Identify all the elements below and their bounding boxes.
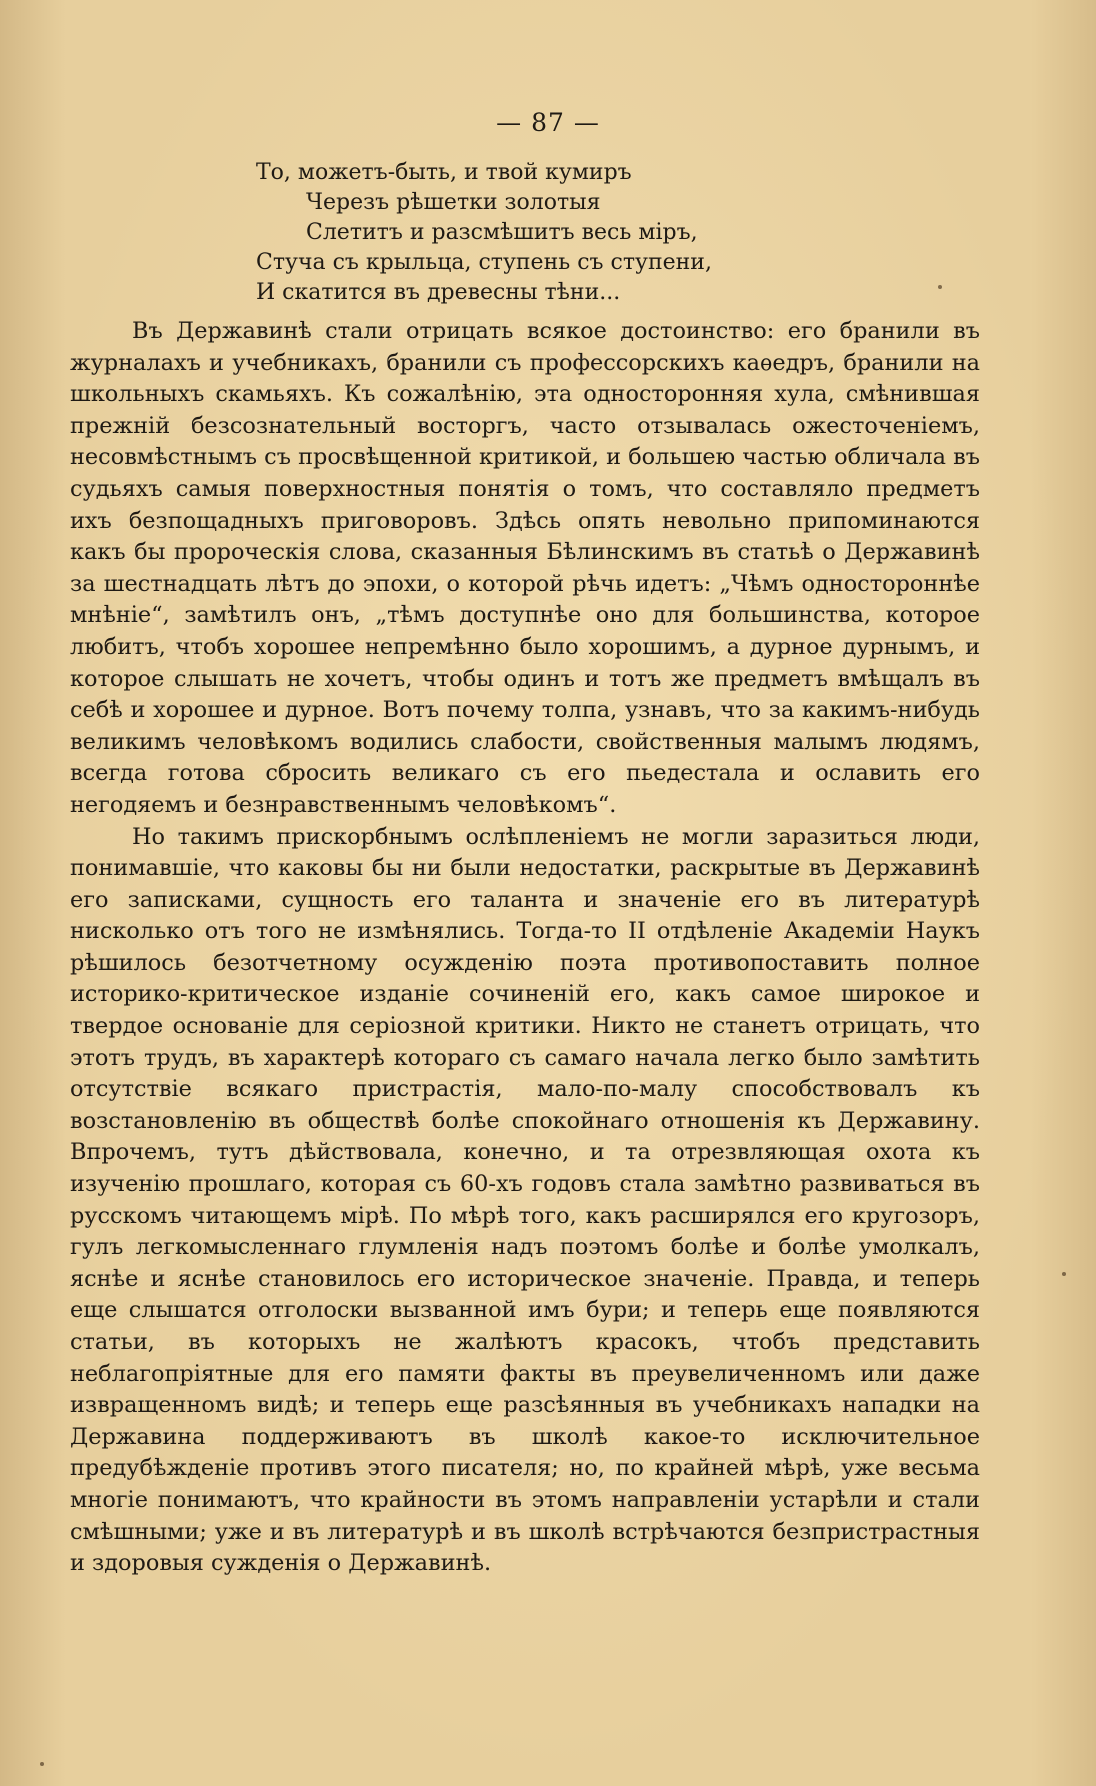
poem-line: Слетитъ и разсмѣшитъ весь міръ, — [306, 220, 698, 245]
poem-stanza — [256, 158, 712, 308]
body-text — [70, 316, 980, 1580]
page-number: — 87 — — [496, 108, 600, 137]
paper-speck — [938, 285, 942, 289]
poem-line: Черезъ рѣшетки золотыя — [306, 190, 601, 215]
paragraph: Въ Державинѣ стали отрицать всякое достоинство: его бранили въ журналахъ и учебникахъ, бранили съ профессорскихъ каѳедръ, бранили на школьныхъ скамьяхъ. Къ сожалѣнію, эта односторонняя хула, смѣнившая прежній безсознательный восторгъ, часто отзывалась ожесточеніемъ, несовмѣстнымъ съ просвѣщенной критикой, и большею частью обличала въ судьяхъ самыя поверхностныя понятія о томъ, что составляло предметъ ихъ безпощадныхъ приговоровъ. Здѣсь опять невольно припоминаются какъ бы пророческія слова, сказанныя Бѣлинскимъ въ статьѣ о Державинѣ за шестнадцать лѣтъ до эпохи, о которой рѣчь идетъ: „Чѣмъ одностороннѣе мнѣніе“, замѣтилъ онъ, „тѣмъ доступнѣе оно для большинства, которое любитъ, чтобъ хорошее непремѣнно было хорошимъ, а дурное дурнымъ, и которое слышать не хочетъ, чтобы одинъ и тотъ же предметъ вмѣщалъ въ себѣ и хорошее и дурное. Вотъ почему толпа, узнавъ, что за какимъ-нибудь великимъ человѣкомъ водились слабости, свойственныя малымъ людямъ, всегда готова сбросить великаго съ его пьедестала и ославить его негодяемъ и безнравственнымъ человѣкомъ“. — [70, 318, 980, 818]
paper-speck — [40, 1762, 44, 1766]
paper-speck — [1062, 1272, 1066, 1276]
poem-line: Стуча съ крыльца, ступень съ ступени, — [256, 250, 712, 275]
poem-line: И скатится въ древесны тѣни... — [256, 280, 621, 305]
poem-line: То, можетъ-быть, и твой кумиръ — [256, 160, 632, 185]
paragraph: Но такимъ прискорбнымъ ослѣпленіемъ не могли заразиться люди, понимавшіе, что каковы бы ни были недостатки, раскрытые въ Державинѣ его записками, сущность его таланта и значеніе его въ литературѣ нисколько отъ того не измѣнялись. Тогда-то II отдѣленіе Академіи Наукъ рѣшилось безотчетному осужденію поэта противопоставить полное историко-критическое изданіе сочиненій его, какъ самое широкое и твердое основаніе для серіозной критики. Никто не станетъ отрицать, что этотъ трудъ, въ характерѣ котораго съ самаго начала легко было замѣтить отсутствіе всякаго пристрастія, мало-по-малу способствовалъ къ возстановленію въ обществѣ болѣе спокойнаго отношенія къ Державину. Впрочемъ, тутъ дѣйствовала, конечно, и та отрезвляющая охота къ изученію прошлаго, которая съ 60-хъ годовъ стала замѣтно развиваться въ русскомъ читающемъ мірѣ. По мѣрѣ того, какъ расширялся его кругозоръ, гулъ легкомысленнаго глумленія надъ поэтомъ болѣе и болѣе умолкалъ, яснѣе и яснѣе становилось его историческое значеніе. Правда, и теперь еще слышатся отголоски вызванной имъ бури; и теперь еще появляются статьи, въ которыхъ не жалѣютъ красокъ, чтобъ представить неблагопріятные для его памяти факты въ преувеличенномъ или даже извращенномъ видѣ; и теперь еще разсѣянныя въ учебникахъ нападки на Державина поддерживаютъ въ школѣ какое-то исключительное предубѣжденіе противъ этого писателя; но, по крайней мѣрѣ, уже весьма многіе понимаютъ, что крайности въ этомъ направленіи устарѣли и стали смѣшными; уже и въ литературѣ и въ школѣ встрѣчаются безпристрастныя и здоровыя сужденія о Державинѣ. — [70, 823, 980, 1577]
